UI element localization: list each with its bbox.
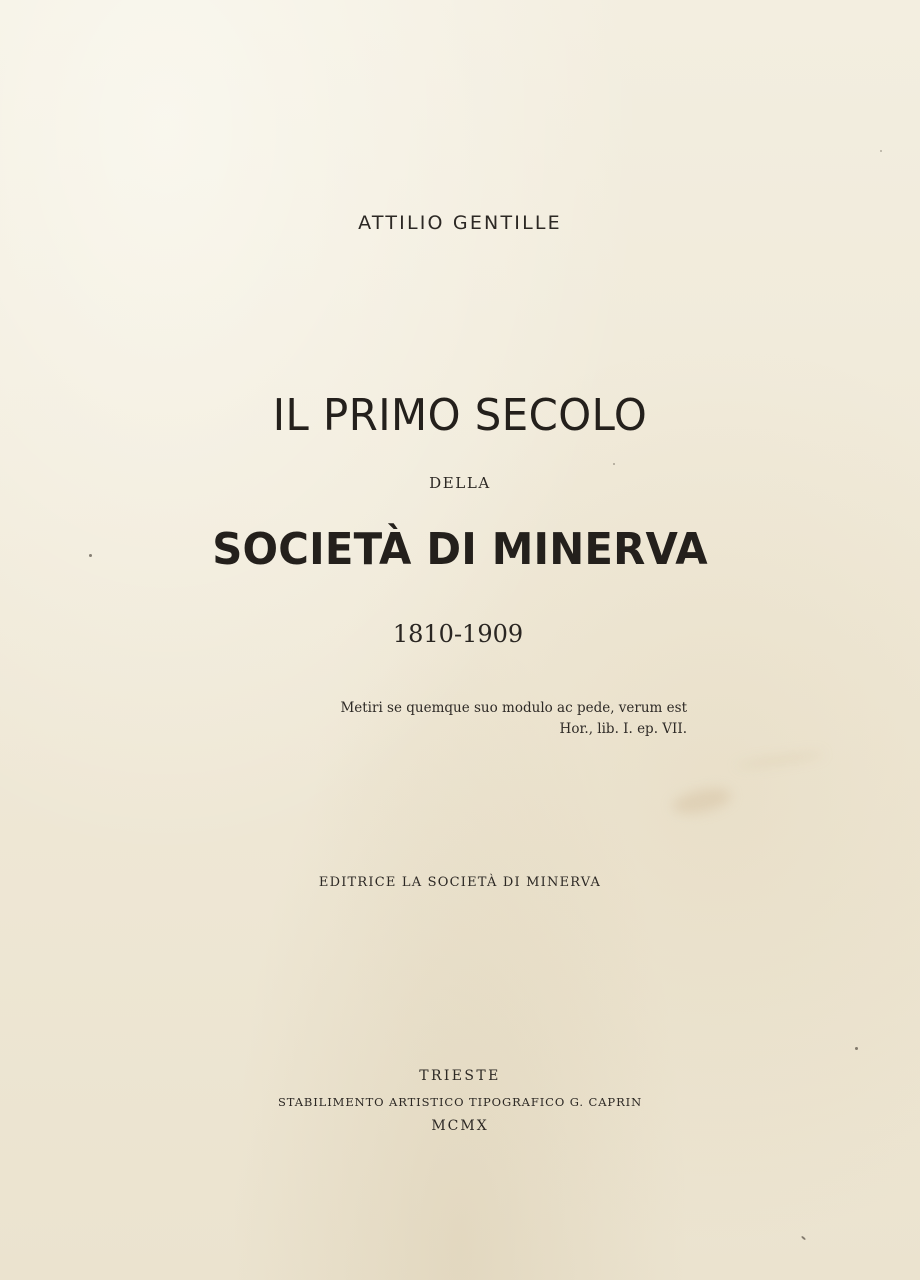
epigraph: [340, 698, 687, 740]
epigraph-quote: Metiri se quemque suo modulo ac pede, verum est: [340, 700, 687, 716]
publisher-line: EDITRICE LA SOCIETÀ DI MINERVA: [318, 875, 602, 890]
book-subtitle: SOCIETÀ DI MINERVA: [212, 524, 708, 575]
title-connector: DELLA: [429, 474, 491, 492]
author-name: ATTILIO GENTILLE: [358, 212, 562, 234]
imprint-year: MCMX: [431, 1118, 489, 1134]
imprint-printer: STABILIMENTO ARTISTICO TIPOGRAFICO G. CAPRIN: [277, 1095, 643, 1109]
year-range: 1810-1909: [392, 620, 524, 648]
paper-stain: [735, 750, 825, 770]
epigraph-source: Hor., lib. I. ep. VII.: [559, 721, 687, 737]
book-title: IL PRIMO SECOLO: [272, 390, 648, 441]
ink-speck: [880, 150, 882, 152]
paper-stain: [670, 784, 733, 818]
ink-speck: [613, 463, 615, 465]
ink-speck: [801, 1236, 806, 1241]
imprint-city: TRIESTE: [419, 1068, 501, 1084]
ink-speck: [855, 1047, 858, 1050]
